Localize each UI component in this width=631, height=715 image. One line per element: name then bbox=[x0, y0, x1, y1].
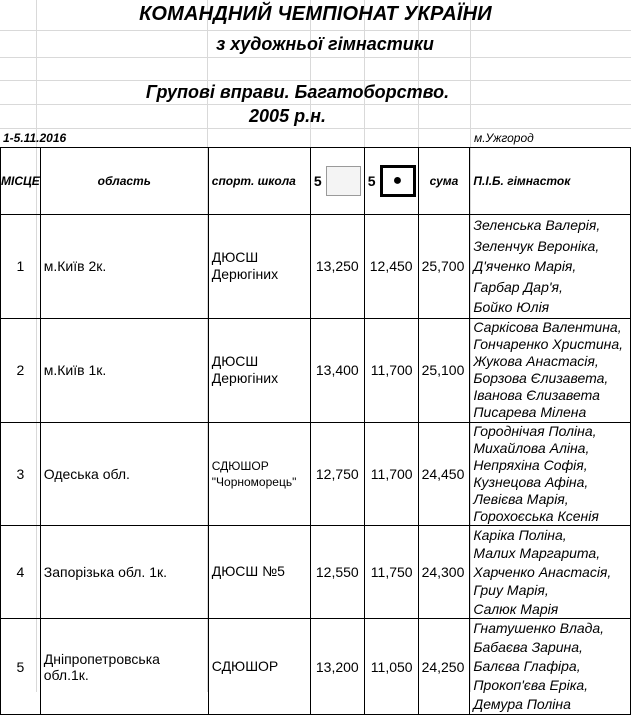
row-school: ДЮСШ Дерюгіних bbox=[208, 318, 310, 422]
row-gymnasts: Зеленська Валерія, Зеленчук Вероніка, Д'яченко Марія, Гарбар Дар'я, Бойко Юлія bbox=[470, 215, 631, 319]
row-gymnasts: Каріка Поліна, Малих Маргарита, Харченко Анастасія, Гриу Марія, Салюк Марія bbox=[470, 525, 631, 619]
row-gymnasts: Городнічая Поліна, Михайлова Аліна, Непряхіна Софія, Кузнецова Афіна, Левієва Марія, Горохоєська Ксенія bbox=[470, 422, 631, 525]
header-gymnasts: П.І.Б. гімнасток bbox=[470, 148, 631, 215]
table-row bbox=[1, 525, 631, 619]
results-table bbox=[0, 147, 631, 715]
row-place: 5 bbox=[1, 619, 41, 715]
row-total: 25,100 bbox=[418, 318, 470, 422]
row-region: Запорізька обл. 1к. bbox=[40, 525, 208, 619]
championship-subtitle: з художньої гімнастики bbox=[216, 34, 434, 54]
table-row bbox=[1, 215, 631, 319]
row-score-2: 11,700 bbox=[364, 318, 418, 422]
apparatus-1-icon bbox=[326, 166, 361, 196]
header-region: область bbox=[40, 148, 208, 215]
apparatus-2-count: 5 bbox=[367, 173, 376, 189]
row-score-2: 11,050 bbox=[364, 619, 418, 715]
row-score-2: 11,750 bbox=[364, 525, 418, 619]
table-row bbox=[1, 422, 631, 525]
header-apparatus-2 bbox=[364, 148, 418, 215]
row-gymnasts: Саркісова Валентина, Гончаренко Христина, Жукова Анастасія, Борзова Єлизавета, Іванова Єлизавета Писарева Мілена bbox=[470, 318, 631, 422]
row-place: 1 bbox=[1, 215, 41, 319]
row-score-2: 12,450 bbox=[364, 215, 418, 319]
row-school: СДЮШОР bbox=[208, 619, 310, 715]
row-score-1: 12,550 bbox=[310, 525, 364, 619]
row-total: 25,700 bbox=[418, 215, 470, 319]
apparatus-1-count: 5 bbox=[313, 173, 322, 189]
row-school: СДЮШОР "Чорноморець" bbox=[208, 422, 310, 525]
championship-title: КОМАНДНИЙ ЧЕМПІОНАТ УКРАЇНИ bbox=[139, 3, 492, 25]
row-place: 3 bbox=[1, 422, 41, 525]
header-total: сума bbox=[418, 148, 470, 215]
row-total: 24,250 bbox=[418, 619, 470, 715]
table-header-row bbox=[1, 148, 631, 215]
row-school: ДЮСШ Дерюгіних bbox=[208, 215, 310, 319]
row-region: м.Київ 1к. bbox=[40, 318, 208, 422]
row-region: Дніпропетровська обл.1к. bbox=[40, 619, 208, 715]
birth-year: 2005 р.н. bbox=[249, 106, 326, 126]
competition-city: м.Ужгород bbox=[474, 131, 534, 145]
row-place: 4 bbox=[1, 525, 41, 619]
row-total: 24,450 bbox=[418, 422, 470, 525]
header-school: спорт. школа bbox=[208, 148, 310, 215]
row-region: м.Київ 2к. bbox=[40, 215, 208, 319]
row-score-1: 13,250 bbox=[310, 215, 364, 319]
row-score-1: 13,200 bbox=[310, 619, 364, 715]
event-title: Групові вправи. Багатоборство. bbox=[145, 82, 450, 102]
header-place: МІСЦЕ bbox=[1, 148, 41, 215]
row-place: 2 bbox=[1, 318, 41, 422]
row-school: ДЮСШ №5 bbox=[208, 525, 310, 619]
row-score-1: 12,750 bbox=[310, 422, 364, 525]
row-score-1: 13,400 bbox=[310, 318, 364, 422]
row-total: 24,300 bbox=[418, 525, 470, 619]
header-apparatus-1 bbox=[310, 148, 364, 215]
row-score-2: 11,700 bbox=[364, 422, 418, 525]
row-gymnasts: Гнатушенко Влада, Бабаєва Зарина, Балєва Глафіра, Прокоп'єва Еріка, Демура Поліна bbox=[470, 619, 631, 715]
table-row bbox=[1, 619, 631, 715]
table-row bbox=[1, 318, 631, 422]
competition-date: 1-5.11.2016 bbox=[3, 131, 67, 145]
ball-icon: ● bbox=[380, 165, 416, 197]
row-region: Одеська обл. bbox=[40, 422, 208, 525]
